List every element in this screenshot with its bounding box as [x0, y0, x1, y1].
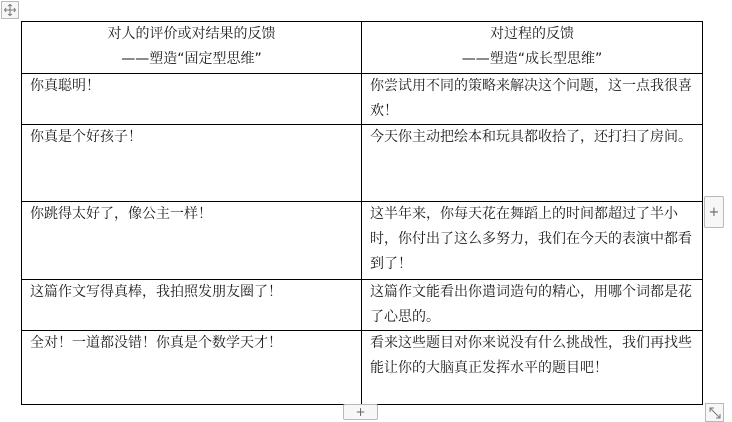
header-right-line2: ——塑造“成长型思维”: [461, 51, 603, 67]
feedback-comparison-table: [21, 21, 703, 405]
table-row: [22, 125, 703, 202]
add-column-button[interactable]: [704, 196, 724, 228]
plus-icon: +: [708, 204, 720, 220]
header-cell-person-feedback[interactable]: [22, 22, 362, 74]
cell-person-feedback[interactable]: 你跳得太好了，像公主一样！: [22, 202, 362, 280]
cell-person-feedback[interactable]: 全对！一道都没错！你真是个数学天才！: [22, 331, 362, 405]
cell-process-feedback[interactable]: 看来这些题目对你来说没有什么挑战性，我们再找些能让你的大脑真正发挥水平的题目吧！: [362, 331, 703, 405]
plus-icon: +: [355, 405, 366, 419]
header-left-line1: 对人的评价或对结果的反馈: [107, 26, 276, 42]
cell-process-feedback[interactable]: 今天你主动把绘本和玩具都收拾了，还打扫了房间。: [362, 125, 703, 202]
move-icon: [4, 4, 16, 16]
header-cell-process-feedback[interactable]: [362, 22, 703, 74]
cell-process-feedback[interactable]: 这半年来，你每天花在舞蹈上的时间都超过了半小时，你付出了这么多努力，我们在今天的表演中都看到了！: [362, 202, 703, 280]
resize-icon: [709, 407, 721, 419]
cell-process-feedback[interactable]: 这篇作文能看出你遣词造句的精心，用哪个词都是花了心思的。: [362, 280, 703, 331]
table-move-handle[interactable]: [1, 1, 19, 19]
cell-person-feedback[interactable]: 你真是个好孩子！: [22, 125, 362, 202]
table-header-row: [22, 22, 703, 74]
table-row: [22, 331, 703, 405]
table-row: [22, 202, 703, 280]
header-left-line2: ——塑造“固定型思维”: [121, 51, 262, 67]
cell-process-feedback[interactable]: 你尝试用不同的策略来解决这个问题，这一点我很喜欢！: [362, 74, 703, 125]
table-row: [22, 74, 703, 125]
table-resize-handle[interactable]: [705, 403, 724, 422]
cell-person-feedback[interactable]: 你真聪明！: [22, 74, 362, 125]
cell-person-feedback[interactable]: 这篇作文写得真棒，我拍照发朋友圈了！: [22, 280, 362, 331]
header-right-line1: 对过程的反馈: [490, 26, 574, 42]
add-row-button[interactable]: [343, 404, 378, 420]
table-row: [22, 280, 703, 331]
feedback-table-container: [21, 21, 703, 405]
